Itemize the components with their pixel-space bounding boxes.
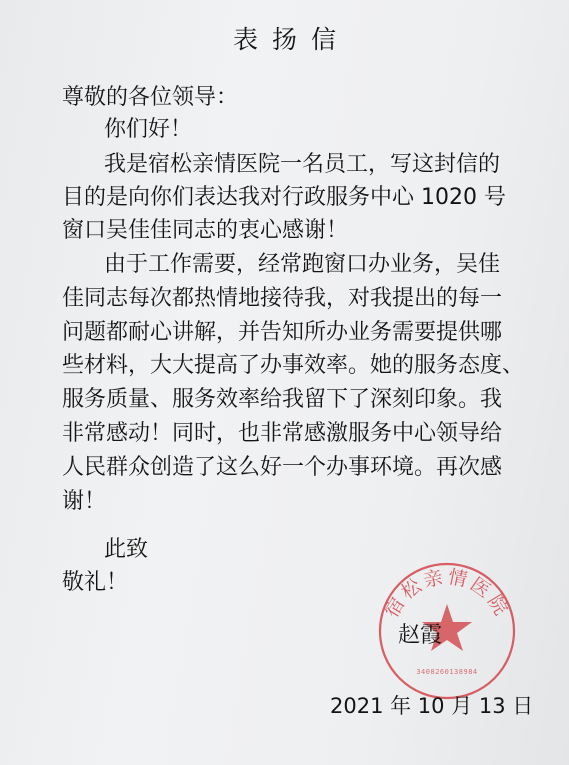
body-line-10: 人民群众创造了这么好一个办事环境。再次感 — [62, 455, 503, 480]
body-line-11: 谢！ — [62, 489, 107, 514]
body-line-4: 由于工作需要，经常跑窗口办业务，吴佳 — [104, 252, 501, 277]
seal-code: 3408260138984 — [416, 668, 478, 676]
body-line-7: 些材料，大大提高了办事效率。她的服务态度、 — [62, 353, 525, 378]
signature: 赵霞 — [398, 623, 443, 648]
salutation: 尊敬的各位领导： — [62, 85, 239, 110]
body-line-8: 服务质量、服务效率给我留下了深刻印象。我 — [62, 387, 503, 412]
body-line-2: 目的是向你们表达我对行政服务中心 1020 号 — [62, 185, 506, 210]
closing: 此致 — [104, 537, 149, 562]
body-line-6: 问题都耐心讲解，并告知所办业务需要提供哪 — [62, 320, 503, 345]
letter-date: 2021 年 10 月 13 日 — [330, 694, 534, 718]
body-line-5: 佳同志每次都热情地接待我，对我提出的每一 — [62, 286, 503, 311]
letter-title: 表扬信 — [232, 25, 350, 54]
seal-text: 宿松亲情医院 — [380, 565, 514, 622]
regards: 敬礼！ — [62, 570, 129, 595]
body-line-3: 窗口吴佳佳同志的衷心感谢！ — [62, 218, 349, 243]
body-line-9: 非常感动！同时，也非常感激服务中心领导给 — [62, 421, 503, 446]
body-line-1: 我是宿松亲情医院一名员工，写这封信的 — [104, 152, 501, 177]
greeting: 你们好！ — [104, 117, 193, 142]
